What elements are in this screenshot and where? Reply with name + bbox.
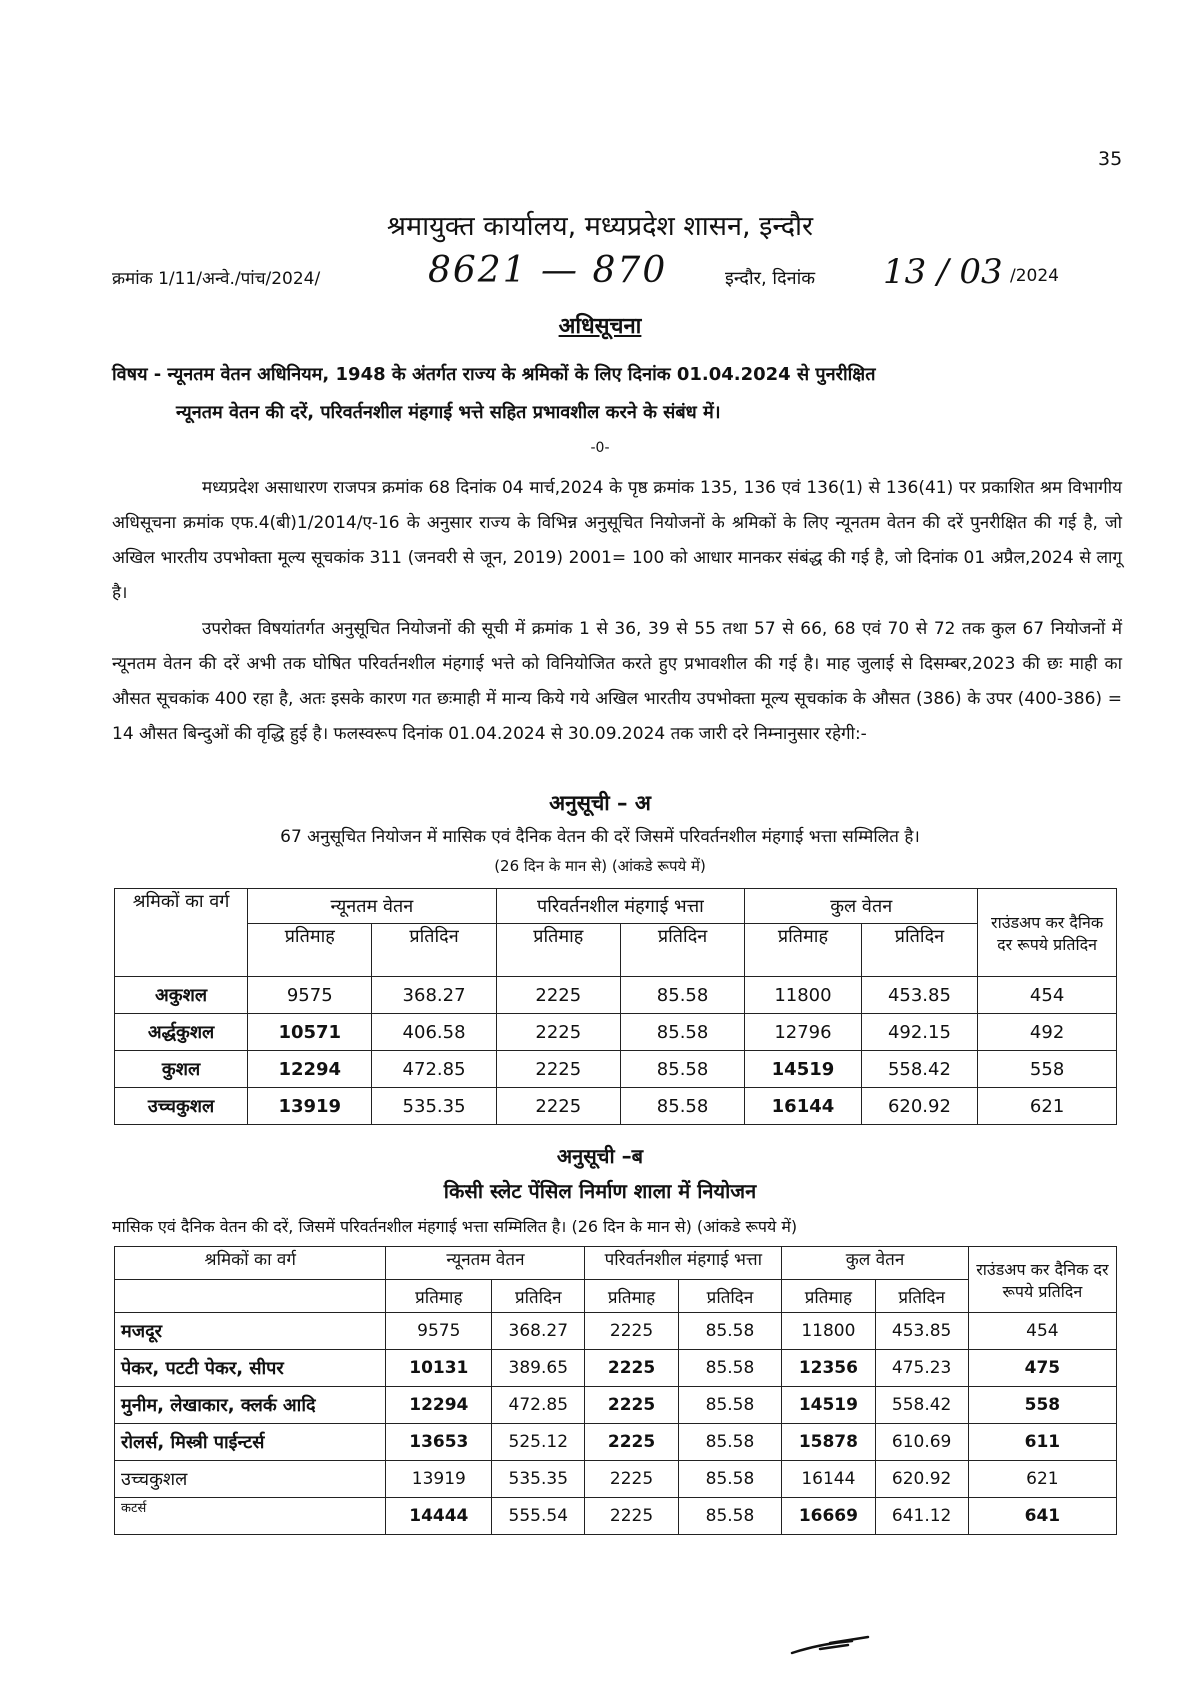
vda-month-cell: 2225 bbox=[585, 1387, 678, 1424]
rounded-cell: 558 bbox=[978, 1051, 1117, 1088]
min-month-cell: 9575 bbox=[248, 977, 372, 1014]
header-per-day: प्रतिदिन bbox=[492, 1280, 585, 1313]
header-min-wage: न्यूनतम वेतन bbox=[248, 889, 497, 924]
header-per-month: प्रतिमाह bbox=[585, 1280, 678, 1313]
total-day-cell: 620.92 bbox=[861, 1088, 978, 1125]
vda-month-cell: 2225 bbox=[585, 1350, 678, 1387]
rounded-cell: 558 bbox=[968, 1387, 1116, 1424]
total-day-cell: 620.92 bbox=[875, 1461, 968, 1498]
total-month-cell: 14519 bbox=[745, 1051, 862, 1088]
total-day-cell: 492.15 bbox=[861, 1014, 978, 1051]
total-month-cell: 11800 bbox=[745, 977, 862, 1014]
min-month-cell: 14444 bbox=[386, 1498, 492, 1535]
vda-day-cell: 85.58 bbox=[620, 1051, 744, 1088]
vda-day-cell: 85.58 bbox=[678, 1387, 782, 1424]
header-per-month: प्रतिमाह bbox=[386, 1280, 492, 1313]
total-month-cell: 15878 bbox=[782, 1424, 875, 1461]
subject bbox=[112, 356, 1112, 432]
category-cell: उच्चकुशल bbox=[115, 1088, 248, 1125]
total-day-cell: 641.12 bbox=[875, 1498, 968, 1535]
vda-day-cell: 85.58 bbox=[678, 1424, 782, 1461]
schedule-a-table bbox=[114, 888, 1117, 1125]
subject-line-1: विषय - न्यूनतम वेतन अधिनियम, 1948 के अंतर्गत राज्य के श्रमिकों के लिए दिनांक 01.04.2024 से पुनरीक्षित bbox=[112, 364, 876, 385]
header-total: कुल वेतन bbox=[745, 889, 978, 924]
schedule-b-subtitle: किसी स्लेट पेंसिल निर्माण शाला में नियोजन bbox=[443, 1179, 757, 1203]
header-per-day: प्रतिदिन bbox=[372, 924, 496, 977]
rounded-cell: 641 bbox=[968, 1498, 1116, 1535]
category-cell: कुशल bbox=[115, 1051, 248, 1088]
rounded-cell: 492 bbox=[978, 1014, 1117, 1051]
category-cell: अर्द्धकुशल bbox=[115, 1014, 248, 1051]
rounded-cell: 475 bbox=[968, 1350, 1116, 1387]
header-vda: परिवर्तनशील मंहगाई भत्ता bbox=[585, 1247, 782, 1280]
header-rounded: राउंडअप कर दैनिक दर रूपये प्रतिदिन bbox=[978, 889, 1117, 977]
total-day-cell: 610.69 bbox=[875, 1424, 968, 1461]
vda-day-cell: 85.58 bbox=[620, 1014, 744, 1051]
schedule-b-table bbox=[114, 1246, 1117, 1535]
handwritten-date: 13 / 03 bbox=[883, 252, 1003, 292]
table-row bbox=[115, 1387, 1117, 1424]
min-month-cell: 13919 bbox=[248, 1088, 372, 1125]
date-year: /2024 bbox=[1010, 266, 1059, 286]
header-vda: परिवर्तनशील मंहगाई भत्ता bbox=[496, 889, 745, 924]
header-per-month: प्रतिमाह bbox=[782, 1280, 875, 1313]
subject-line-2: न्यूनतम वेतन की दरें, परिवर्तनशील मंहगाई भत्ते सहित प्रभावशील करने के संबंध में। bbox=[176, 402, 721, 423]
schedule-a-note: (26 दिन के मान से) (आंकडे रूपये में) bbox=[494, 857, 706, 875]
total-month-cell: 16669 bbox=[782, 1498, 875, 1535]
schedule-a-title: अनुसूची – अ bbox=[549, 791, 651, 815]
min-day-cell: 406.58 bbox=[372, 1014, 496, 1051]
rounded-cell: 621 bbox=[978, 1088, 1117, 1125]
header-per-day: प्रतिदिन bbox=[875, 1280, 968, 1313]
reference-number-label: क्रमांक 1/11/अन्वे./पांच/2024/ bbox=[112, 269, 321, 289]
vda-day-cell: 85.58 bbox=[678, 1313, 782, 1350]
table-row bbox=[115, 1313, 1117, 1350]
schedule-b-description: मासिक एवं दैनिक वेतन की दरें, जिसमें परिवर्तनशील मंहगाई भत्ता सम्मिलित है। (26 दिन के मान से) (आंकडे रूपये में) bbox=[112, 1217, 798, 1236]
min-day-cell: 368.27 bbox=[492, 1313, 585, 1350]
total-month-cell: 11800 bbox=[782, 1313, 875, 1350]
category-cell: मजदूर bbox=[115, 1313, 386, 1350]
min-day-cell: 555.54 bbox=[492, 1498, 585, 1535]
paragraph-2: उपरोक्त विषयांतर्गत अनुसूचित नियोजनों की सूची में क्रमांक 1 से 36, 39 से 55 तथा 57 से 66, 68 एवं 70 से 72 तक कुल 67 नियोजनों में न्यूनतम वेतन की दरें अभी तक घोषित परिवर्तनशील मंहगाई भत्ते को विनियोजित करते हुए प्रभावशील की गई है। माह जुलाई से दिसम्बर,2023 की छः माही का औसत सूचकांक 400 रहा है, अतः इसके कारण गत छःमाही में मान्य किये गये अखिल भारतीय उपभोक्ता मूल्य सूचकांक के औसत (386) के उपर (400-386) = 14 औसत बिन्दुओं की वृद्धि हुई है। फलस्वरूप दिनांक 01.04.2024 से 30.09.2024 तक जारी दरे निम्नानुसार रहेगी:- bbox=[112, 619, 1122, 744]
table-row bbox=[115, 1051, 1117, 1088]
min-day-cell: 472.85 bbox=[492, 1387, 585, 1424]
min-day-cell: 472.85 bbox=[372, 1051, 496, 1088]
header-category-spacer bbox=[115, 1280, 386, 1313]
header-per-day: प्रतिदिन bbox=[861, 924, 978, 977]
header-per-day: प्रतिदिन bbox=[678, 1280, 782, 1313]
total-day-cell: 453.85 bbox=[861, 977, 978, 1014]
category-cell: मुनीम, लेखाकार, क्लर्क आदि bbox=[115, 1387, 386, 1424]
rounded-cell: 454 bbox=[968, 1313, 1116, 1350]
table-row bbox=[115, 977, 1117, 1014]
notification-heading: अधिसूचना bbox=[558, 314, 642, 339]
signature-initial-icon bbox=[790, 1635, 870, 1657]
header-per-month: प्रतिमाह bbox=[496, 924, 620, 977]
category-cell: कटर्स bbox=[115, 1498, 386, 1535]
total-day-cell: 558.42 bbox=[861, 1051, 978, 1088]
min-month-cell: 10571 bbox=[248, 1014, 372, 1051]
header-per-month: प्रतिमाह bbox=[248, 924, 372, 977]
vda-month-cell: 2225 bbox=[496, 1051, 620, 1088]
vda-day-cell: 85.58 bbox=[678, 1498, 782, 1535]
header-category: श्रमिकों का वर्ग bbox=[115, 1247, 386, 1280]
header-rounded: राउंडअप कर दैनिक दर रूपये प्रतिदिन bbox=[968, 1247, 1116, 1313]
rounded-cell: 454 bbox=[978, 977, 1117, 1014]
rounded-cell: 611 bbox=[968, 1424, 1116, 1461]
header-category: श्रमिकों का वर्ग bbox=[115, 889, 248, 977]
total-day-cell: 558.42 bbox=[875, 1387, 968, 1424]
table-row bbox=[115, 1424, 1117, 1461]
total-month-cell: 16144 bbox=[782, 1461, 875, 1498]
table-row bbox=[115, 1498, 1117, 1535]
paragraph-1: मध्यप्रदेश असाधारण राजपत्र क्रमांक 68 दिनांक 04 मार्च,2024 के पृष्ठ क्रमांक 135, 136 एवं 136(1) से 136(41) पर प्रकाशित श्रम विभागीय अधिसूचना क्रमांक एफ.4(बी)1/2014/ए-16 के अनुसार राज्य के विभिन्न अनुसूचित नियोजनों के श्रमिकों के लिए न्यूनतम वेतन की दरें पुनरीक्षित की गई है, जो अखिल भारतीय उपभोक्ता मूल्य सूचकांक 311 (जनवरी से जून, 2019) 2001= 100 को आधार मानकर संबंद्ध की गई है, जो दिनांक 01 अप्रैल,2024 से लागू है। bbox=[112, 478, 1122, 603]
header-total: कुल वेतन bbox=[782, 1247, 969, 1280]
vda-day-cell: 85.58 bbox=[678, 1461, 782, 1498]
min-month-cell: 9575 bbox=[386, 1313, 492, 1350]
vda-month-cell: 2225 bbox=[585, 1313, 678, 1350]
vda-day-cell: 85.58 bbox=[678, 1350, 782, 1387]
table-row bbox=[115, 1461, 1117, 1498]
vda-month-cell: 2225 bbox=[585, 1498, 678, 1535]
total-month-cell: 16144 bbox=[745, 1088, 862, 1125]
page-number: 35 bbox=[1098, 148, 1123, 170]
vda-month-cell: 2225 bbox=[496, 1014, 620, 1051]
min-month-cell: 13653 bbox=[386, 1424, 492, 1461]
total-month-cell: 12796 bbox=[745, 1014, 862, 1051]
vda-day-cell: 85.58 bbox=[620, 977, 744, 1014]
vda-month-cell: 2225 bbox=[585, 1461, 678, 1498]
office-title: श्रमायुक्त कार्यालय, मध्यप्रदेश शासन, इन्दौर bbox=[386, 211, 814, 242]
total-day-cell: 453.85 bbox=[875, 1313, 968, 1350]
vda-day-cell: 85.58 bbox=[620, 1088, 744, 1125]
total-month-cell: 12356 bbox=[782, 1350, 875, 1387]
min-month-cell: 10131 bbox=[386, 1350, 492, 1387]
header-per-month: प्रतिमाह bbox=[745, 924, 862, 977]
schedule-b-title: अनुसूची –ब bbox=[556, 1144, 644, 1168]
total-day-cell: 475.23 bbox=[875, 1350, 968, 1387]
category-cell: उच्चकुशल bbox=[115, 1461, 386, 1498]
table-row bbox=[115, 1014, 1117, 1051]
handwritten-reference-number: 8621 — 870 bbox=[428, 250, 668, 291]
category-cell: रोलर्स, मिस्त्री पाईन्टर्स bbox=[115, 1424, 386, 1461]
total-month-cell: 14519 bbox=[782, 1387, 875, 1424]
vda-month-cell: 2225 bbox=[496, 1088, 620, 1125]
rounded-cell: 621 bbox=[968, 1461, 1116, 1498]
schedule-a-description: 67 अनुसूचित नियोजन में मासिक एवं दैनिक वेतन की दरें जिसमें परिवर्तनशील मंहगाई भत्ता सम्मिलित है। bbox=[280, 827, 920, 847]
min-day-cell: 535.35 bbox=[492, 1461, 585, 1498]
date-label: इन्दौर, दिनांक bbox=[725, 268, 816, 289]
separator: -0- bbox=[590, 440, 610, 456]
category-cell: अकुशल bbox=[115, 977, 248, 1014]
min-day-cell: 535.35 bbox=[372, 1088, 496, 1125]
header-per-day: प्रतिदिन bbox=[620, 924, 744, 977]
vda-month-cell: 2225 bbox=[496, 977, 620, 1014]
min-day-cell: 368.27 bbox=[372, 977, 496, 1014]
vda-month-cell: 2225 bbox=[585, 1424, 678, 1461]
table-row bbox=[115, 1088, 1117, 1125]
header-min-wage: न्यूनतम वेतन bbox=[386, 1247, 585, 1280]
min-month-cell: 12294 bbox=[248, 1051, 372, 1088]
category-cell: पेकर, पटटी पेकर, सीपर bbox=[115, 1350, 386, 1387]
min-day-cell: 525.12 bbox=[492, 1424, 585, 1461]
table-row bbox=[115, 1350, 1117, 1387]
min-month-cell: 12294 bbox=[386, 1387, 492, 1424]
min-day-cell: 389.65 bbox=[492, 1350, 585, 1387]
min-month-cell: 13919 bbox=[386, 1461, 492, 1498]
